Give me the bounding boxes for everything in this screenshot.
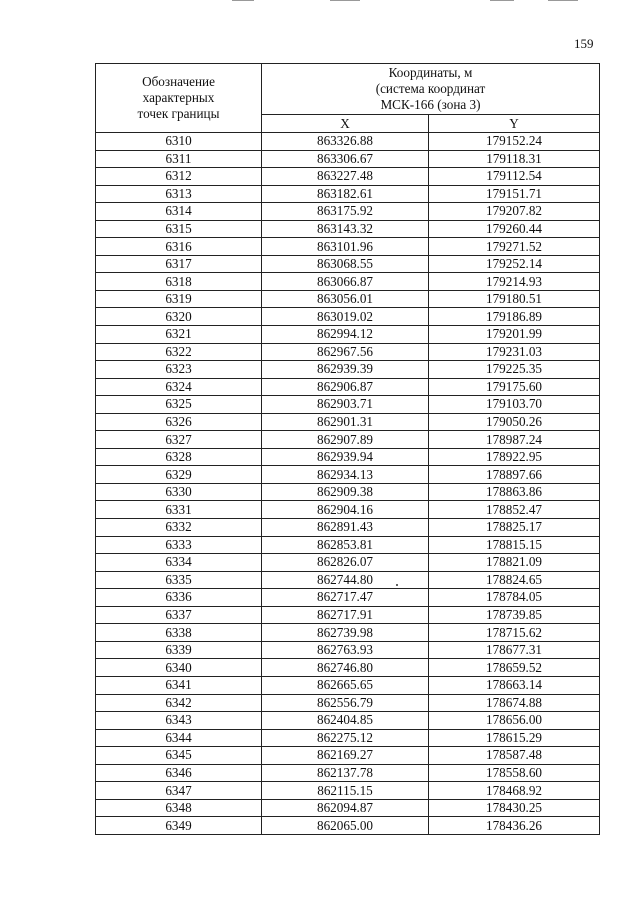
x-coordinate-cell: 863101.96 [262,238,429,256]
coordinates-header [262,64,600,115]
y-coordinate-cell: 178558.60 [429,764,600,782]
x-coordinate-cell: 862744.80 [262,571,429,589]
x-coordinate-cell: 863068.55 [262,255,429,273]
y-coordinate-cell: 178615.29 [429,729,600,747]
y-coordinate-cell: 179252.14 [429,255,600,273]
x-coordinate-cell: 862137.78 [262,764,429,782]
point-cell: 6323 [96,361,262,379]
table-row [96,764,600,782]
point-cell: 6311 [96,150,262,168]
y-coordinate-cell: 178825.17 [429,519,600,537]
point-cell: 6337 [96,606,262,624]
x-coordinate-cell: 862891.43 [262,519,429,537]
table-row [96,624,600,642]
table-row [96,782,600,800]
y-coordinate-cell: 179175.60 [429,378,600,396]
header-line: Обозначение [142,74,215,89]
x-coordinate-cell: 863326.88 [262,133,429,151]
x-coordinate-cell: 862906.87 [262,378,429,396]
y-coordinate-cell: 179180.51 [429,290,600,308]
y-coordinate-cell: 178715.62 [429,624,600,642]
point-cell: 6319 [96,290,262,308]
x-coordinate-cell: 862826.07 [262,554,429,572]
point-cell: 6344 [96,729,262,747]
y-coordinate-cell: 179214.93 [429,273,600,291]
table-row [96,747,600,765]
table-row [96,378,600,396]
x-column-header: X [262,115,429,133]
table-row [96,641,600,659]
scan-edge-mark [330,0,360,1]
x-coordinate-cell: 862717.91 [262,606,429,624]
scan-edge-mark [548,0,578,1]
y-coordinate-cell: 179225.35 [429,361,600,379]
x-coordinate-cell: 862746.80 [262,659,429,677]
point-cell: 6347 [96,782,262,800]
x-coordinate-cell: 863066.87 [262,273,429,291]
y-coordinate-cell: 178674.88 [429,694,600,712]
x-coordinate-cell: 862853.81 [262,536,429,554]
point-cell: 6314 [96,203,262,221]
y-coordinate-cell: 179103.70 [429,396,600,414]
y-coordinate-cell: 178468.92 [429,782,600,800]
table-row [96,238,600,256]
x-coordinate-cell: 862939.39 [262,361,429,379]
table-row [96,203,600,221]
point-cell: 6318 [96,273,262,291]
point-cell: 6340 [96,659,262,677]
table-row [96,290,600,308]
table-row [96,571,600,589]
y-coordinate-cell: 178677.31 [429,641,600,659]
y-coordinate-cell: 178784.05 [429,589,600,607]
point-cell: 6313 [96,185,262,203]
point-cell: 6336 [96,589,262,607]
table-row [96,817,600,835]
table-row [96,185,600,203]
point-cell: 6322 [96,343,262,361]
y-coordinate-cell: 178821.09 [429,554,600,572]
point-cell: 6335 [96,571,262,589]
table-row [96,326,600,344]
x-coordinate-cell: 862967.56 [262,343,429,361]
header-line: МСК-166 (зона 3) [380,97,481,113]
y-coordinate-cell: 178922.95 [429,448,600,466]
y-coordinate-cell: 179271.52 [429,238,600,256]
table-row [96,589,600,607]
y-coordinate-cell: 179186.89 [429,308,600,326]
table-row [96,133,600,151]
point-cell: 6321 [96,326,262,344]
table-row [96,396,600,414]
x-coordinate-cell: 862665.65 [262,676,429,694]
point-cell: 6332 [96,519,262,537]
y-coordinate-cell: 178863.86 [429,483,600,501]
y-coordinate-cell: 178852.47 [429,501,600,519]
table-row [96,448,600,466]
y-coordinate-cell: 179231.03 [429,343,600,361]
x-coordinate-cell: 862717.47 [262,589,429,607]
x-coordinate-cell: 863056.01 [262,290,429,308]
point-cell: 6343 [96,712,262,730]
x-coordinate-cell: 862903.71 [262,396,429,414]
scan-speck [396,584,398,586]
x-coordinate-cell: 862939.94 [262,448,429,466]
x-coordinate-cell: 862994.12 [262,326,429,344]
table-row [96,413,600,431]
y-coordinate-cell: 179050.26 [429,413,600,431]
point-cell: 6320 [96,308,262,326]
point-cell: 6317 [96,255,262,273]
point-cell: 6348 [96,799,262,817]
point-cell: 6349 [96,817,262,835]
scan-edge-mark [490,0,514,1]
table-row [96,606,600,624]
y-coordinate-cell: 179151.71 [429,185,600,203]
table-row [96,220,600,238]
table-row [96,799,600,817]
table-row [96,273,600,291]
header-line: Координаты, м [388,65,473,81]
x-coordinate-cell: 863227.48 [262,168,429,186]
point-cell: 6330 [96,483,262,501]
header-line: точек границы [137,106,220,121]
x-coordinate-cell: 862739.98 [262,624,429,642]
x-coordinate-cell: 862901.31 [262,413,429,431]
y-coordinate-cell: 179207.82 [429,203,600,221]
table-row [96,694,600,712]
table-row [96,308,600,326]
header-line: характерных [142,90,215,105]
table-row [96,343,600,361]
table-row [96,554,600,572]
x-coordinate-cell: 863175.92 [262,203,429,221]
point-cell: 6326 [96,413,262,431]
point-cell: 6329 [96,466,262,484]
x-coordinate-cell: 862904.16 [262,501,429,519]
y-coordinate-cell: 178824.65 [429,571,600,589]
point-cell: 6315 [96,220,262,238]
y-coordinate-cell: 178436.26 [429,817,600,835]
page-number: 159 [574,36,594,51]
table-row [96,431,600,449]
y-coordinate-cell: 179112.54 [429,168,600,186]
table-row [96,536,600,554]
point-cell: 6324 [96,378,262,396]
y-coordinate-cell: 178656.00 [429,712,600,730]
table-row [96,659,600,677]
table-row [96,729,600,747]
y-coordinate-cell: 178815.15 [429,536,600,554]
x-coordinate-cell: 862909.38 [262,483,429,501]
x-coordinate-cell: 862934.13 [262,466,429,484]
point-cell: 6325 [96,396,262,414]
y-coordinate-cell: 179118.31 [429,150,600,168]
y-coordinate-cell: 178430.25 [429,799,600,817]
y-coordinate-cell: 179152.24 [429,133,600,151]
point-cell: 6346 [96,764,262,782]
y-coordinate-cell: 178663.14 [429,676,600,694]
x-coordinate-cell: 863182.61 [262,185,429,203]
table-header [96,64,600,133]
table-body [96,133,600,835]
point-cell: 6334 [96,554,262,572]
table-row [96,676,600,694]
x-coordinate-cell: 863306.67 [262,150,429,168]
x-coordinate-cell: 862556.79 [262,694,429,712]
point-cell: 6310 [96,133,262,151]
point-cell: 6333 [96,536,262,554]
table-row [96,150,600,168]
y-coordinate-cell: 178987.24 [429,431,600,449]
x-coordinate-cell: 862404.85 [262,712,429,730]
x-coordinate-cell: 862275.12 [262,729,429,747]
table-row [96,466,600,484]
x-coordinate-cell: 862065.00 [262,817,429,835]
x-coordinate-cell: 862169.27 [262,747,429,765]
y-coordinate-cell: 179260.44 [429,220,600,238]
x-coordinate-cell: 862763.93 [262,641,429,659]
x-coordinate-cell: 862907.89 [262,431,429,449]
point-cell: 6327 [96,431,262,449]
table-row [96,255,600,273]
table-row [96,361,600,379]
table-row [96,483,600,501]
point-cell: 6312 [96,168,262,186]
table-row [96,712,600,730]
x-coordinate-cell: 862115.15 [262,782,429,800]
point-designation-header [96,64,262,133]
point-cell: 6316 [96,238,262,256]
point-cell: 6345 [96,747,262,765]
table-row [96,168,600,186]
point-cell: 6339 [96,641,262,659]
y-coordinate-cell: 178659.52 [429,659,600,677]
point-cell: 6331 [96,501,262,519]
y-coordinate-cell: 179201.99 [429,326,600,344]
y-coordinate-cell: 178739.85 [429,606,600,624]
table-row [96,519,600,537]
y-coordinate-cell: 178587.48 [429,747,600,765]
point-cell: 6328 [96,448,262,466]
y-column-header: Y [429,115,600,133]
x-coordinate-cell: 862094.87 [262,799,429,817]
x-coordinate-cell: 863019.02 [262,308,429,326]
scan-edge-mark [232,0,254,1]
table-row [96,501,600,519]
point-cell: 6342 [96,694,262,712]
point-cell: 6338 [96,624,262,642]
x-coordinate-cell: 863143.32 [262,220,429,238]
header-line: (система координат [375,81,486,97]
y-coordinate-cell: 178897.66 [429,466,600,484]
boundary-points-table [95,63,600,835]
point-cell: 6341 [96,676,262,694]
